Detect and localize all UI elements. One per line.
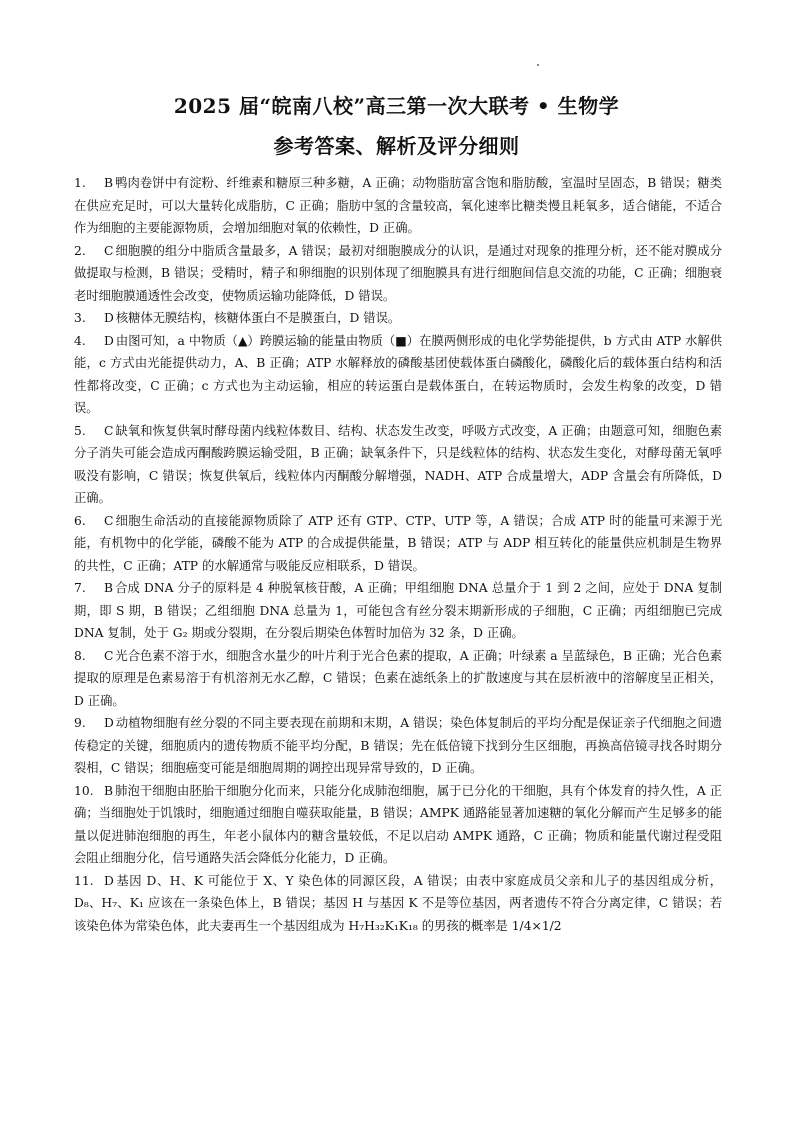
answer-item-8 xyxy=(74,645,722,713)
question-number: 2. xyxy=(74,243,86,258)
answer-item-1 xyxy=(74,172,722,240)
question-number: 4. xyxy=(74,333,86,348)
answer-letter: B xyxy=(104,581,114,595)
answer-item-4 xyxy=(74,330,722,420)
question-number: 11. xyxy=(74,873,94,888)
answer-explanation: 核糖体无膜结构，核糖体蛋白不是膜蛋白，D 错误。 xyxy=(115,311,401,325)
answer-explanation: 光合色素不溶于水，细胞含水量少的叶片利于光合色素的提取，A 正确；叶绿素 a 呈蓝绿色，B 正确；光合色素提取的原理是色素易溶于有机溶剂无水乙醇，C 错误；色素在滤纸条上的扩散速度与其在层析液中的溶解度呈正相关，D 正确。 xyxy=(74,648,722,708)
answer-explanation: 鸭肉卷饼中有淀粉、纤维素和糖原三种多糖，A 正确；动物脂肪富含饱和脂肪酸，室温时呈固态，B 错误；糖类在供应充足时，可以大量转化成脂肪，C 正确；脂肪中氢的含量较高，氧化速率比糖类慢且耗氧多，适合储能，不适合作为细胞的主要能源物质，会增加细胞对氧的依赖性，D 正确。 xyxy=(74,176,722,235)
answer-item-3 xyxy=(74,307,722,330)
page-subtitle: 参考答案、解析及评分细则 xyxy=(273,134,520,158)
answer-explanation: 细胞生命活动的直接能源物质除了 ATP 还有 GTP、CTP、UTP 等，A 错误；合成 ATP 时的能量可来源于光能，有机物中的化学能，磷酸不能为 ATP 的合成提供能量，B 错误；ATP 与 ADP 相互转化的能量供应机制是生物界的共性，C 正确；ATP 的水解通常与吸能反应相联系，D 错误。 xyxy=(74,513,722,573)
answer-letter: C xyxy=(104,423,114,438)
question-number: 1. xyxy=(74,176,86,190)
question-number: 8. xyxy=(74,648,86,663)
answer-item-10 xyxy=(74,780,722,870)
answer-item-11 xyxy=(74,870,722,938)
question-number: 3. xyxy=(74,311,86,325)
question-number: 10. xyxy=(74,783,94,798)
answer-letter: D xyxy=(104,873,114,888)
answer-letter: D xyxy=(104,716,114,730)
answer-item-7 xyxy=(74,577,722,645)
question-number: 9. xyxy=(74,716,86,730)
question-number: 5. xyxy=(74,423,86,438)
answer-letter: D xyxy=(104,311,114,325)
scan-speck xyxy=(537,64,539,66)
answer-explanation: 基因 D、H、K 可能位于 X、Y 染色体的同源区段，A 错误；由表中家庭成员父亲和儿子的基因组成分析，D₈、H₇、K₁ 应该在一条染色体上，B 错误；基因 H 与基因 K 不是等位基因，两者遗传不符合分离定律，C 错误；若该染色体为常染色体，此夫妻再生一个基因组成为 H₇H₃₂K₁K₁₈ 的男孩的概率是 1/4×1/2 xyxy=(74,873,722,933)
answer-letter: C xyxy=(104,513,114,528)
answer-item-5 xyxy=(74,420,722,510)
answer-explanation: 动植物细胞有丝分裂的不同主要表现在前期和末期，A 错误；染色体复制后的平均分配是保证亲子代细胞之间遗传稳定的关键，细胞质内的遗传物质不能平均分配，B 错误；先在低倍镜下找到分生区细胞，再换高倍镜寻找各时期分裂相，C 错误；细胞癌变可能是细胞周期的调控出现异常导致的，D 正确。 xyxy=(74,716,722,775)
answer-explanation: 细胞膜的组分中脂质含量最多，A 错误；最初对细胞膜成分的认识，是通过对现象的推理分析，还不能对膜成分做提取与检测，B 错误；受精时，精子和卵细胞的识别体现了细胞膜具有进行细胞间信息交流的功能，C 正确；细胞衰老时细胞膜通透性会改变，使物质运输功能降低，D 错误。 xyxy=(74,243,722,303)
answer-item-2 xyxy=(74,240,722,308)
answer-explanation: 合成 DNA 分子的原料是 4 种脱氧核苷酸，A 正确；甲组细胞 DNA 总量介于 1 到 2 之间，应处于 DNA 复制期，即 S 期，B 错误；乙组细胞 DNA 总量为 1，可能包含有丝分裂末期新形成的子细胞，C 正确；丙组细胞已完成 DNA 复制，处于 G₂ 期或分裂期，在分裂后期染色体暂时加倍为 32 条，D 正确。 xyxy=(74,581,722,640)
answer-explanation: 由图可知，a 中物质（▲）跨膜运输的能量由物质（■）在膜两侧形成的电化学势能提供，b 方式由 ATP 水解供能，c 方式由光能提供动力，A、B 正确；ATP 水解释放的磷酸基团使载体蛋白磷酸化，磷酸化后的载体蛋白结构和活性都将改变，C 正确；c 方式也为主动运输，相应的转运蛋白是载体蛋白，在转运物质时，会发生构象的改变，D 错误。 xyxy=(74,333,722,415)
answer-explanation: 肺泡干细胞由胚胎干细胞分化而来，只能分化成肺泡细胞，属于已分化的干细胞，具有个体发育的持久性，A 正确；当细胞处于饥饿时，细胞通过细胞自噬获取能量，B 错误；AMPK 通路能显著加速糖的氧化分解而产生足够多的能量以促进肺泡细胞的再生，年老小鼠体内的糖含量较低，不足以启动 AMPK 通路，C 正确；物质和能量代谢过程受阻会阻止细胞分化，信号通路失活会降低分化能力，D 正确。 xyxy=(74,783,722,865)
answer-letter: C xyxy=(104,648,114,663)
answer-list xyxy=(74,172,722,937)
page-title: 2025 届“皖南八校”高三第一次大联考 • 生物学 xyxy=(173,94,620,118)
answer-item-6 xyxy=(74,510,722,578)
answer-letter: D xyxy=(104,333,114,348)
answer-letter: B xyxy=(104,176,114,190)
answer-letter: B xyxy=(104,783,114,798)
answer-explanation: 缺氧和恢复供氧时酵母菌内线粒体数目、结构、状态发生改变，呼吸方式改变，A 正确；由题意可知，细胞色素分子消失可能会造成丙酮酸跨膜运输受阻，B 正确；缺氧条件下，只是线粒体的结构、状态发生变化，对酵母菌无氧呼吸没有影响，C 错误；恢复供氧后，线粒体内丙酮酸分解增强，NADH、ATP 合成量增大，ADP 含量会有所降低，D 正确。 xyxy=(74,423,722,505)
answer-letter: C xyxy=(104,243,114,258)
answer-item-9 xyxy=(74,712,722,780)
question-number: 7. xyxy=(74,581,86,595)
question-number: 6. xyxy=(74,513,86,528)
